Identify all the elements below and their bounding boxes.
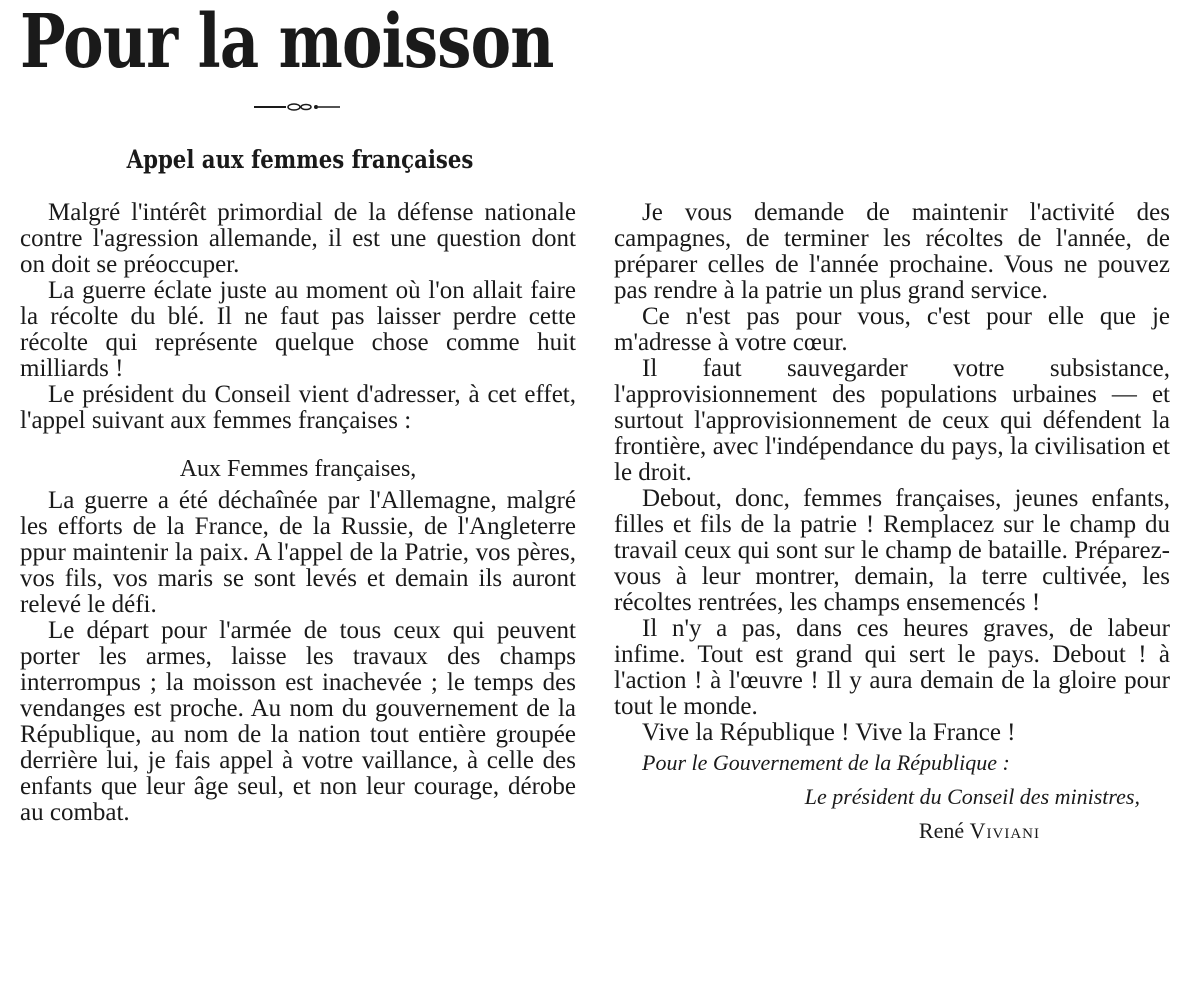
article-subtitle: Appel aux femmes françaises	[126, 145, 474, 174]
appeal-paragraph: Il n'y a pas, dans ces heures graves, de labeur infime. Tout est grand qui sert le pays. Debout ! à l'action ! à l'œuvre ! Il y aura demain de la gloire pour tout le monde.	[614, 615, 1170, 720]
appeal-paragraph: Il faut sauvegarder votre subsistance, l'approvisionnement des populations urbaines — et surtout l'approvisionnement de ceux qui défendent la frontière, avec l'indépendance du pays, la civilisation et le droit.	[614, 355, 1170, 486]
closing-line: Pour le Gouvernement de la République :	[642, 750, 1010, 775]
article-headline: Pour la moisson	[20, 0, 554, 85]
appeal-paragraph: Vive la République ! Vive la France !	[642, 719, 1016, 746]
appeal-paragraph: Je vous demande de maintenir l'activité des campagnes, de terminer les récoltes de l'année, de préparer celles de l'année prochaine. Vous ne pouvez pas rendre à la patrie un plus grand service.	[614, 199, 1170, 304]
intro-paragraph: Le président du Conseil vient d'adresser, à cet effet, l'appel suivant aux femmes françaises :	[20, 381, 576, 434]
appeal-paragraph: Le départ pour l'armée de tous ceux qui peuvent porter les armes, laisse les travaux des champs interrompus ; la moisson est inachevée ; le temps des vendanges est proche. Au nom du gouvernement de la République, au nom de la nation tout entière groupée derrière lui, je fais appel à votre vaillance, à celle des enfants que leur âge seul, et non leur courage, dérobe au combat.	[20, 617, 576, 826]
appeal-salutation: Aux Femmes françaises,	[179, 456, 417, 482]
signature-last-name: Viviani	[969, 818, 1040, 843]
left-column	[20, 200, 576, 826]
appeal-paragraph: Ce n'est pas pour vous, c'est pour elle que je m'adresse à votre cœur.	[614, 303, 1170, 356]
right-column	[614, 200, 1170, 848]
intro-paragraph: Malgré l'intérêt primordial de la défense nationale contre l'agression allemande, il est une question dont on doit se préoccuper.	[20, 199, 576, 278]
appeal-paragraph: Debout, donc, femmes françaises, jeunes enfants, filles et fils de la patrie ! Remplacez sur le champ du travail ceux qui sont sur le champ de bataille. Préparez-vous à leur montrer, demain, la terre cultivée, les récoltes rentrées, les champs ensemencés !	[614, 485, 1170, 616]
closing-line: Le président du Conseil des ministres,	[804, 784, 1140, 809]
signature	[614, 814, 1170, 848]
appeal-paragraph: La guerre a été déchaînée par l'Allemagne, malgré les efforts de la France, de la Russie, de l'Angleterre ppur maintenir la paix. A l'appel de la Patrie, vos pères, vos fils, vos maris se sont levés et demain ils auront relevé le défi.	[20, 487, 576, 618]
intro-paragraph: La guerre éclate juste au moment où l'on allait faire la récolte du blé. Il ne faut pas laisser perdre cette récolte qui représente quelque chose comme huit milliards !	[20, 277, 576, 382]
ornament-divider-icon	[252, 100, 342, 114]
signature-first-name: René	[918, 818, 965, 843]
